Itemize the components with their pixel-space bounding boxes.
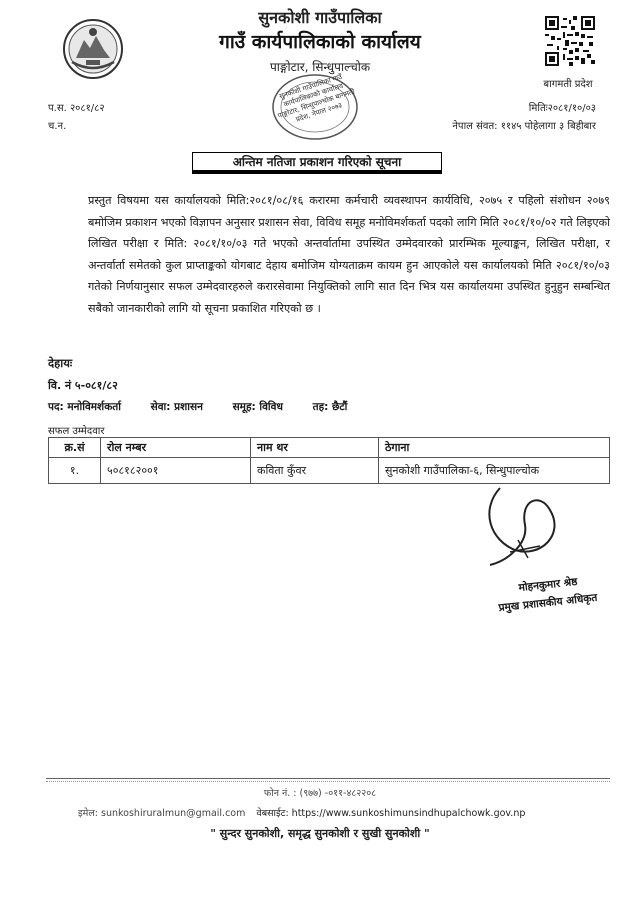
level-name: तह: छैटौं — [312, 401, 348, 413]
post-details — [48, 400, 373, 414]
office-name: गाउँ कार्यपालिकाको कार्यालय — [219, 31, 421, 53]
footer-website: वेबसाईट: https://www.sunkoshimunsindhupalchowk.gov.np — [256, 808, 526, 819]
footer-slogan: " सुन्दर सुनकोशी, समृद्ध सुनकोशी र सुखी सुनकोशी " — [210, 827, 430, 840]
cell-serial: १. — [49, 458, 101, 484]
nepal-sambat-date: नेपाल संवत: ११४५ पोहेलागा ३ बिहीबार — [452, 121, 596, 132]
cell-address: सुनकोशी गाउँपालिका-६, सिन्धुपाल्चोक — [379, 458, 610, 484]
stamp-text: सुनकोशी गाउँपालिका गाउँ कार्यपालिकाको कार्यालय पाङ्गोटार, सिन्धुपाल्चोक बागमती प्रदेश, नेपाल २०७३ — [276, 72, 356, 124]
signatory-title: प्रमुख प्रशासकीय अधिकृत — [498, 591, 598, 615]
table-header-row — [49, 438, 610, 458]
municipality-name: सुनकोशी गाउँपालिका — [258, 8, 382, 27]
notice-date: मितिः२०८१/१०/०३ — [528, 103, 596, 114]
table-caption: सफल उम्मेदवार — [48, 426, 105, 437]
signature-icon — [470, 480, 580, 570]
footer-contact — [78, 806, 598, 819]
footer-email: इमेल: sunkoshiruralmun@gmail.com — [78, 808, 246, 819]
qr-code-icon — [545, 16, 595, 66]
post-name: पद: मनोविमर्शकर्ता — [48, 401, 121, 413]
patra-sankhya: प.स. २०८१/८२ — [48, 103, 105, 114]
office-address: पाङ्गोटार, सिन्धुपाल्चोक — [269, 60, 371, 74]
cell-name: कविता कुँवर — [251, 458, 379, 484]
col-address: ठेगाना — [379, 438, 610, 458]
group-name: समूह: विविध — [232, 401, 283, 413]
signatory-name: मोहनकुमार श्रेष्ठ — [518, 575, 578, 595]
chalani-number: च.न. — [48, 121, 67, 132]
service-name: सेवा: प्रशासन — [150, 401, 203, 413]
notice-body-paragraph: प्रस्तुत विषयमा यस कार्यालयको मिति:२०८१/०८/१६ करारमा कर्मचारी व्यवस्थापन कार्यविधि, २०७५ र पहिलो संशोधन २०७९ बमोजिम प्रकाशन भएको विज्ञापन अनुसार प्रशासन सेवा, विविध समूह मनोविमर्शकर्ता पदको लागि मिति २०८१/१०/०२ गते लिइएको लिखित परीक्षा र मिति: २०८१/१०/०३ गते भएको अन्तर्वार्तामा उपस्थित उम्मेदवारको प्रारम्भिक मूल्याङ्कन, लिखित परीक्षा, र अन्तर्वार्ता समेतको कुल प्राप्ताङ्कको योगबाट देहाय बमोजिम योग्यताक्रम कायम हुन आएकोले यस कार्यालयको मिति २०८१/१०/०३ गतेको निर्णयानुसार सफल उम्मेदवारहरुले करारसेवामा नियुक्तिको लागि सात दिन भित्र यस कार्यालयमा उपस्थित हुनुहुन सम्बन्धित सबैको जानकारीको लागि यो सूचना प्रकाशित गरिएको छ । — [88, 194, 610, 315]
footer-phone: फोन नं. : (९७७) -०११-४८२२०८ — [263, 788, 377, 799]
dehay-label: देहायः — [48, 356, 73, 370]
reference-right — [420, 100, 596, 136]
reference-left — [48, 100, 105, 136]
advertisement-number: वि. नं ५-०८१/८२ — [48, 379, 118, 392]
col-roll-number: रोल नम्बर — [101, 438, 251, 458]
cell-roll-number: ५०८१८२००१ — [101, 458, 251, 484]
col-name: नाम थर — [251, 438, 379, 458]
province-name: बागमती प्रदेश — [543, 79, 593, 90]
notice-title: अन्तिम नतिजा प्रकाशन गरिएको सूचना — [192, 152, 442, 174]
successful-candidates-table — [48, 437, 610, 484]
notice-body — [48, 190, 610, 319]
col-serial: क्र.सं — [49, 438, 101, 458]
footer-divider — [46, 778, 610, 779]
footer-divider-dotted — [46, 781, 610, 782]
